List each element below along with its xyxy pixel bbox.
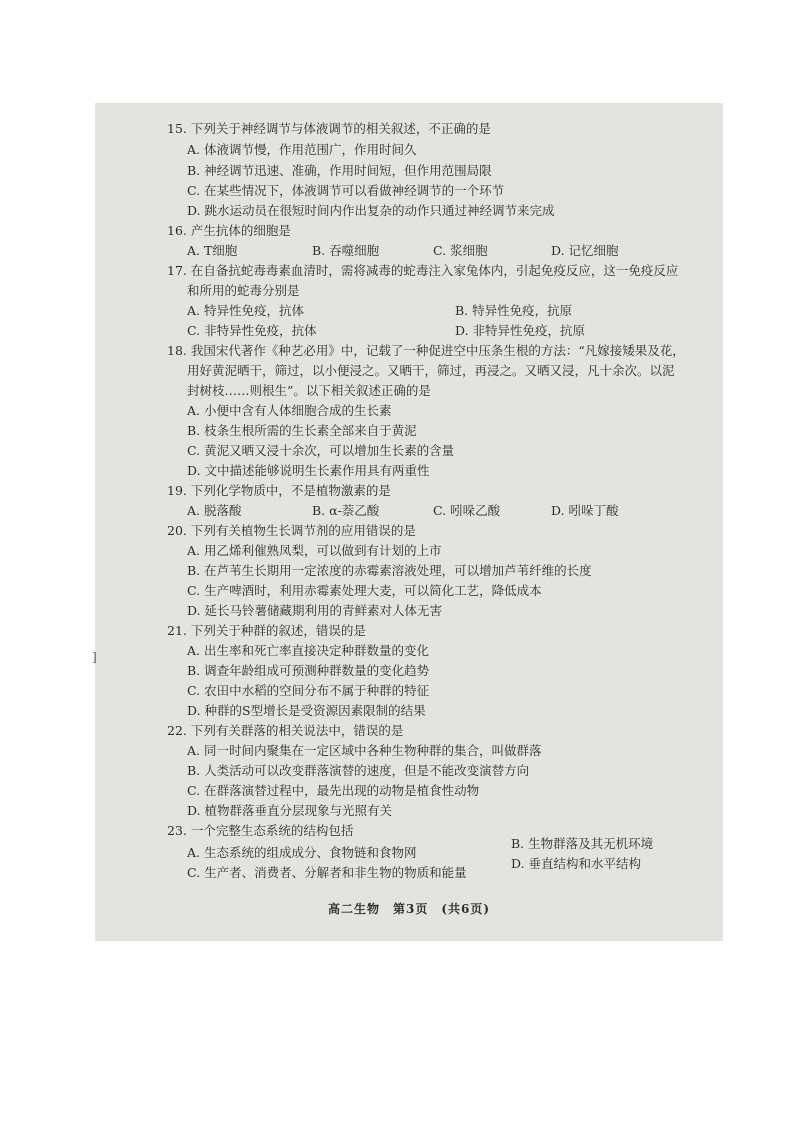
question-number: 20. (167, 523, 187, 538)
option-a: A. 生态系统的组成成分、食物链和食物网 (187, 845, 417, 860)
option-d: D. 记忆细胞 (551, 243, 619, 258)
option-a: A. 出生率和死亡率直接决定种群数量的变化 (187, 643, 429, 658)
question-number: 19. (167, 483, 187, 498)
question-23 (167, 821, 353, 841)
option-b: B. 在芦苇生长期用一定浓度的赤霉素溶液处理，可以增加芦苇纤维的长度 (187, 563, 592, 578)
option-b: B. α-萘乙酸 (312, 503, 380, 518)
question-21 (167, 621, 366, 641)
option-a: A. 小便中含有人体细胞合成的生长素 (187, 403, 392, 418)
option-c: C. 在某些情况下，体液调节可以看做神经调节的一个环节 (187, 183, 505, 198)
page-footer: 高二生物 第3页 (共6页) (327, 902, 491, 916)
question-stem-continued: 和所用的蛇毒分别是 (187, 283, 300, 298)
question-stem: 在自备抗蛇毒毒素血清时，需将减毒的蛇毒注入家兔体内，引起免疫反应，这一免疫反应 (190, 263, 679, 278)
option-d: D. 跳水运动员在很短时间内作出复杂的动作只通过神经调节来完成 (187, 203, 555, 218)
option-d: D. 植物群落垂直分层现象与光照有关 (187, 803, 393, 818)
option-c: C. 农田中水稻的空间分布不属于种群的特征 (187, 683, 430, 698)
exam-page (95, 103, 723, 941)
question-number: 18. (167, 343, 187, 358)
option-c: C. 非特异性免疫，抗体 (187, 323, 317, 338)
option-c: C. 在群落演替过程中，最先出现的动物是植食性动物 (187, 783, 480, 798)
question-stem: 下列关于神经调节与体液调节的相关叙述，不正确的是 (190, 121, 491, 136)
question-stem-continued: 用好黄泥晒干，筛过，以小便浸之。又晒干，筛过，再浸之。又晒又浸，凡十余次。以泥 (187, 363, 675, 378)
question-17 (167, 261, 678, 281)
question-number: 16. (167, 223, 187, 238)
option-a: A. 用乙烯利催熟凤梨，可以做到有计划的上市 (187, 543, 442, 558)
option-b: B. 调查年龄组成可预测种群数量的变化趋势 (187, 663, 430, 678)
option-c: C. 吲哚乙酸 (433, 503, 501, 518)
option-b: B. 枝条生根所需的生长素全部来自于黄泥 (187, 423, 417, 438)
question-number: 22. (167, 723, 187, 738)
question-number: 21. (167, 623, 187, 638)
option-a: A. 脱落酸 (187, 503, 242, 518)
option-b: B. 特异性免疫，抗原 (455, 303, 573, 318)
question-stem: 一个完整生态系统的结构包括 (190, 823, 354, 838)
option-b: B. 吞噬细胞 (312, 243, 380, 258)
question-number: 23. (167, 823, 187, 838)
option-d: D. 非特异性免疫，抗原 (455, 323, 586, 338)
option-d: D. 延长马铃薯储藏期利用的青鲜素对人体无害 (187, 603, 443, 618)
question-15 (167, 119, 491, 139)
option-b: B. 人类活动可以改变群落演替的速度，但是不能改变演替方向 (187, 763, 530, 778)
question-20 (167, 521, 416, 541)
question-number: 17. (167, 263, 187, 278)
option-a: A. 体液调节慢，作用范围广，作用时间久 (187, 142, 417, 157)
option-d: D. 种群的S型增长是受资源因素限制的结果 (187, 703, 426, 718)
question-stem: 我国宋代著作《种艺必用》中，记载了一种促进空中压条生根的方法：“凡嫁接矮果及花， (190, 343, 685, 358)
option-b: B. 生物群落及其无机环境 (511, 836, 654, 851)
question-number: 15. (167, 121, 187, 136)
option-d: D. 垂直结构和水平结构 (511, 856, 642, 871)
option-d: D. 文中描述能够说明生长素作用具有两重性 (187, 463, 430, 478)
question-stem: 产生抗体的细胞是 (190, 223, 291, 238)
question-stem: 下列化学物质中，不是植物激素的是 (190, 483, 391, 498)
question-19 (167, 481, 391, 501)
option-a: A. T细胞 (187, 243, 238, 258)
option-c: C. 生产啤酒时，利用赤霉素处理大麦，可以简化工艺，降低成本 (187, 583, 542, 598)
option-a: A. 同一时间内聚集在一定区域中各种生物种群的集合，叫做群落 (187, 743, 542, 758)
question-16 (167, 221, 291, 241)
question-18 (167, 341, 685, 361)
question-stem: 下列有关植物生长调节剂的应用错误的是 (190, 523, 416, 538)
question-stem-continued: 封树枝……则根生”。以下相关叙述正确的是 (187, 383, 431, 398)
option-c: C. 黄泥又晒又浸十余次，可以增加生长素的含量 (187, 443, 455, 458)
margin-mark: ] (92, 650, 97, 664)
option-c: C. 浆细胞 (433, 243, 488, 258)
option-c: C. 生产者、消费者、分解者和非生物的物质和能量 (187, 865, 467, 880)
question-stem: 下列有关群落的相关说法中，错误的是 (190, 723, 404, 738)
question-22 (167, 721, 403, 741)
option-a: A. 特异性免疫，抗体 (187, 303, 304, 318)
option-d: D. 吲哚丁酸 (551, 503, 619, 518)
option-b: B. 神经调节迅速、准确，作用时间短，但作用范围局限 (187, 163, 492, 178)
question-stem: 下列关于种群的叙述，错误的是 (190, 623, 366, 638)
